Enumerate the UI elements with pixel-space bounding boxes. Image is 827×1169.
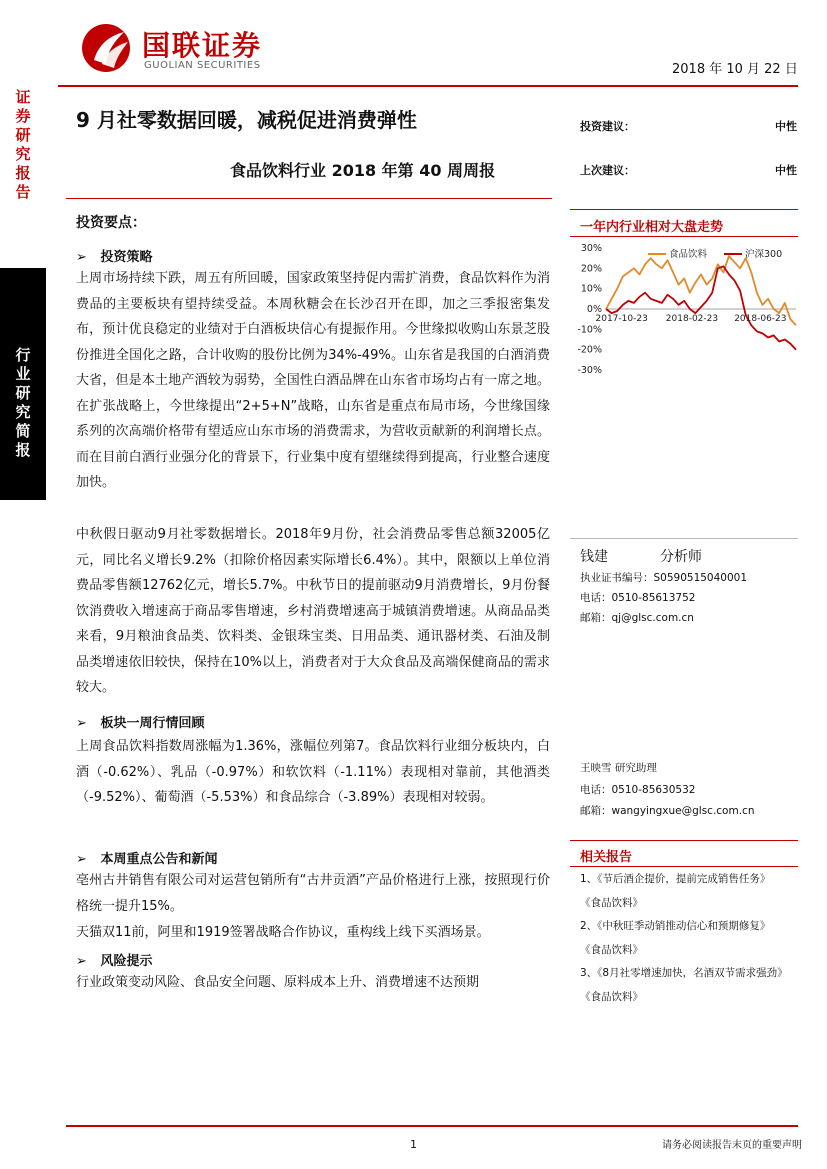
- report-date: 2018 年 10 月 22 日: [672, 62, 798, 77]
- market-paragraph: 上周食品饮料指数周涨幅为1.36%，涨幅位列第7。食品饮料行业细分板块内，白酒（-0.62%）、乳品（-0.97%）和软饮料（-1.11%）表现相对靠前，其他酒类（-9.52%）、葡萄酒（-5.53%）和食品综合（-3.89%）表现相对较弱。: [76, 739, 550, 805]
- y-tick-label: -20%: [577, 344, 602, 356]
- strategy-paragraph-2: 中秋假日驱动9月社零数据增长。2018年9月份，社会消费品零售总额32005亿元，同比名义增长9.2%（扣除价格因素实际增长6.4%）。其中，限额以上单位消费品零售额12762亿元，增长5.7%。中秋节日的提前驱动9月消费增长，9月份餐饮消费收入增速高于商品零售增速，乡村消费增速高于城镇消费增速。从商品品类来看，9月粮油食品类、饮料类、金银珠宝类、日用品类、通讯器材类、石油及制品类增速依旧较快，保持在10%以上，消费者对于大众食品及高端保健商品的需求较大。: [76, 527, 550, 695]
- news-title: 本周重点公告和新闻: [100, 852, 218, 867]
- bullet-arrow-icon: ➢: [76, 852, 87, 867]
- risk-title: 风险提示: [100, 954, 153, 969]
- title-divider: [66, 198, 552, 199]
- assistant-email: 邮箱：wangyingxue@glsc.com.cn: [580, 805, 755, 817]
- bullet-arrow-icon: ➢: [76, 250, 87, 265]
- analyst-phone: 电话：0510-85613752: [580, 592, 696, 604]
- footer-divider: [66, 1125, 798, 1127]
- sidebar-top: [0, 78, 46, 268]
- relative-performance-chart: [566, 238, 802, 380]
- assistant-name: 王映雪 研究助理: [580, 762, 657, 774]
- page-title: 9 月社零数据回暖，减税促进消费弹性: [76, 108, 417, 132]
- rating-current-value: 中性: [775, 120, 797, 133]
- y-tick-label: -30%: [577, 365, 602, 376]
- related-report-item: 《食品饮料》: [580, 990, 643, 1003]
- y-tick-label: 20%: [580, 263, 602, 275]
- strategy-paragraph-1: 上周市场持续下跌，周五有所回暖，国家政策坚持促内需扩消费，食品饮料作为消费品的主要板块有望持续受益。本周秋糖会在长沙召开在即，加之三季报密集发布，预计优良稳定的业绩对于白酒板块信心有提振作用。今世缘拟收购山东景芝股份推进全国化之路，合计收购的股份比例为34%-49%。山东省是我国的白酒消费大省，但是本土地产酒较为弱势，全国性白酒品牌在山东省市场均占有一席之地。在扩张战略上，今世缘提出“2+5+N”战略，山东省是重点布局市场，今世缘国缘系列的次高端价格带有望适应山东市场的消费需求，为营收贡献新的利润增长点。而在目前白酒行业强分化的背景下，行业集中度有望继续得到提高，行业整合速度加快。: [76, 271, 550, 490]
- logo-mark-icon: [80, 20, 136, 76]
- footer-disclaimer: 请务必阅读报告末页的重要声明: [662, 1140, 802, 1151]
- risk-paragraph: 行业政策变动风险、食品安全问题、原料成本上升、消费增速不达预期: [76, 975, 480, 990]
- series-line-1: [606, 266, 796, 349]
- news-paragraph-1: 亳州古井销售有限公司对运营包销所有“古井贡酒”产品价格进行上涨，按照现行价格统一提升15%。: [76, 873, 550, 914]
- x-tick-label: 2017-10-23: [595, 314, 648, 324]
- chart-title: 一年内行业相对大盘走势: [580, 220, 724, 235]
- key-points-label: 投资要点：: [76, 215, 146, 231]
- analyst-name: 钱建: [580, 549, 608, 565]
- page-subtitle: 食品饮料行业 2018 年第 40 周周报: [230, 161, 496, 180]
- related-title-underline: [570, 866, 798, 867]
- sidebar-label-report-type: 证券研究报告: [15, 88, 31, 201]
- y-tick-label: 0%: [586, 304, 602, 315]
- rating-current-label: 投资建议：: [580, 120, 635, 133]
- y-tick-label: 10%: [580, 283, 602, 295]
- rating-previous-label: 上次建议：: [580, 164, 635, 177]
- bullet-arrow-icon: ➢: [76, 954, 87, 969]
- related-report-item[interactable]: 3、《8月社零增速加快，名酒双节需求强劲》: [580, 967, 788, 979]
- related-reports-title: 相关报告: [580, 850, 633, 865]
- assistant-phone: 电话：0510-85630532: [580, 784, 696, 796]
- related-report-item[interactable]: 2、《中秋旺季动销推动信心和预期修复》: [580, 920, 771, 932]
- sidebar-label-report-category: 行业研究简报: [15, 346, 31, 459]
- related-report-item: 《食品饮料》: [580, 896, 643, 909]
- legend-label: 沪深300: [745, 249, 783, 260]
- market-heading: [76, 712, 205, 731]
- analyst-cert: 执业证书编号：S0590515040001: [580, 572, 748, 584]
- legend-label: 食品饮料: [669, 249, 708, 260]
- y-tick-label: -10%: [577, 324, 602, 336]
- strategy-title: 投资策略: [100, 250, 153, 265]
- logo-english-name: GUOLIAN SECURITIES: [144, 60, 261, 71]
- related-report-item: 《食品饮料》: [580, 943, 643, 956]
- rating-previous-value: 中性: [775, 164, 797, 177]
- strategy-heading: [76, 246, 153, 265]
- logo-chinese-name: 国联证券: [142, 29, 263, 62]
- related-top-divider: [570, 840, 798, 841]
- news-paragraph-2: 天猫双11前，阿里和1919签署战略合作协议，重构线上线下买酒场景。: [76, 925, 490, 940]
- analyst-email: 邮箱：qj@glsc.com.cn: [580, 612, 694, 624]
- analyst-title: 分析师: [660, 549, 702, 565]
- chart-top-divider: [570, 209, 798, 210]
- chart-title-underline: [570, 236, 798, 237]
- market-title: 板块一周行情回顾: [100, 716, 205, 731]
- header-divider: [58, 85, 798, 87]
- risk-heading: [76, 950, 153, 969]
- y-tick-label: 30%: [580, 243, 602, 254]
- x-tick-label: 2018-06-23: [734, 314, 787, 324]
- company-logo: [80, 18, 320, 78]
- related-reports-list: [580, 868, 798, 1009]
- bullet-arrow-icon: ➢: [76, 716, 87, 731]
- x-tick-label: 2018-02-23: [665, 314, 719, 324]
- analyst-divider: [570, 538, 798, 539]
- sidebar-bottom: [0, 268, 46, 500]
- related-report-item[interactable]: 1、《节后酒企提价，提前完成销售任务》: [580, 873, 771, 885]
- news-heading: [76, 848, 218, 867]
- page-number: 1: [410, 1138, 417, 1151]
